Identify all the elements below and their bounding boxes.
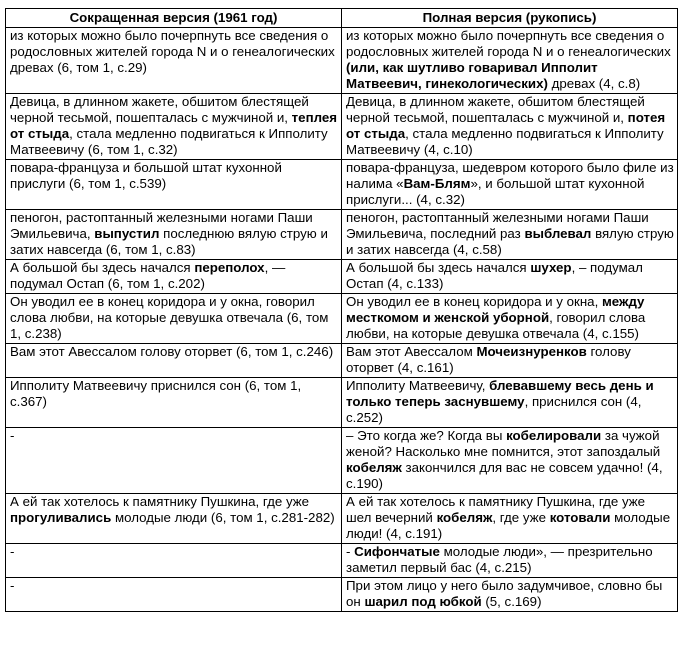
text-segment: А большой бы здесь начался bbox=[10, 260, 195, 275]
text-segment: Девица, в длинном жакете, обшитом блестящей черной тесьмой, пошепталась с мужчиной и, bbox=[346, 94, 645, 125]
text-segment: молодые люди (6, том 1, с.281-282) bbox=[111, 510, 335, 525]
highlighted-text: шарил под юбкой bbox=[364, 594, 482, 609]
text-segment: молодые люди! (4, с.191) bbox=[346, 510, 671, 541]
cell-short-version bbox=[6, 378, 342, 428]
table-row bbox=[6, 578, 678, 612]
text-segment: повара-француза, шедевром которого было филе из налима « bbox=[346, 160, 674, 191]
table-row bbox=[6, 260, 678, 294]
text-segment: , – подумал Остап (4, с.133) bbox=[346, 260, 643, 291]
highlighted-text: потея от стыда bbox=[346, 110, 666, 141]
text-segment: А большой бы здесь начался bbox=[346, 260, 531, 275]
cell-full-version bbox=[342, 378, 678, 428]
text-segment: древах (4, с.8) bbox=[547, 76, 641, 91]
cell-full-version bbox=[342, 428, 678, 494]
highlighted-text: Мочеизнуренков bbox=[476, 344, 587, 359]
cell-short-version bbox=[6, 160, 342, 210]
text-segment: - bbox=[10, 544, 15, 559]
text-segment: из которых можно было почерпнуть все сведения о родословных жителей города N и о генеалогических bbox=[346, 28, 671, 59]
text-segment: – Это когда же? Когда вы bbox=[346, 428, 507, 443]
text-segment: пеногон, растоптанный железными ногами Паши Эмильевича, bbox=[10, 210, 313, 241]
table-row bbox=[6, 28, 678, 94]
text-segment: Вам этот Авессалом bbox=[346, 344, 477, 359]
table-row bbox=[6, 160, 678, 210]
highlighted-text: (или, как шутливо говаривал Ипполит Матвеевич, гинекологических) bbox=[346, 60, 598, 91]
table-row bbox=[6, 210, 678, 260]
text-segment: , говорил слова любви, на которые девушка отвечала (4, с.155) bbox=[346, 310, 646, 341]
text-segment: , стала медленно подвигаться к Ипполиту Матвеевичу (4, с.10) bbox=[346, 126, 664, 157]
text-segment: - bbox=[10, 428, 15, 443]
table-row bbox=[6, 378, 678, 428]
highlighted-text: Вам-Блям bbox=[403, 176, 471, 191]
cell-full-version bbox=[342, 28, 678, 94]
cell-full-version bbox=[342, 94, 678, 160]
table-row bbox=[6, 494, 678, 544]
text-segment: Ипполиту Матвеевичу, bbox=[346, 378, 490, 393]
cell-short-version bbox=[6, 94, 342, 160]
text-segment: Ипполиту Матвеевичу приснился сон (6, том 1, с.367) bbox=[10, 378, 302, 409]
cell-short-version bbox=[6, 28, 342, 94]
table-row bbox=[6, 94, 678, 160]
cell-short-version bbox=[6, 494, 342, 544]
cell-full-version bbox=[342, 260, 678, 294]
text-segment: последнюю вялую струю и затих навсегда (6, том 1, с.83) bbox=[10, 226, 328, 257]
highlighted-text: выпустил bbox=[94, 226, 160, 241]
text-segment: При этом лицо у него было задумчивое, словно бы он bbox=[346, 578, 663, 609]
table-row bbox=[6, 344, 678, 378]
cell-full-version bbox=[342, 578, 678, 612]
highlighted-text: переполох bbox=[194, 260, 265, 275]
highlighted-text: между месткомом и женской уборной bbox=[346, 294, 645, 325]
text-segment: , где уже bbox=[492, 510, 550, 525]
highlighted-text: Сифончатые bbox=[354, 544, 440, 559]
text-segment: Он уводил ее в конец коридора и у окна, говорил слова любви, на которые девушка отвечала (6, том 1, с.238) bbox=[10, 294, 329, 341]
text-segment: - bbox=[346, 544, 355, 559]
text-segment: из которых можно было почерпнуть все сведения о родословных жителей города N и о генеалогических древах (6, том 1, с.29) bbox=[10, 28, 335, 75]
highlighted-text: прогуливались bbox=[10, 510, 112, 525]
cell-full-version bbox=[342, 294, 678, 344]
text-segment: (5, с.169) bbox=[481, 594, 542, 609]
text-segment: », и большой штат кухонной прислуги... (4, с.32) bbox=[346, 176, 645, 207]
table-row bbox=[6, 544, 678, 578]
text-segment: Он уводил ее в конец коридора и у окна, bbox=[346, 294, 602, 309]
text-segment: , приснился сон (4, с.252) bbox=[346, 394, 642, 425]
text-segment: голову оторвет (4, с.161) bbox=[346, 344, 631, 375]
cell-short-version bbox=[6, 294, 342, 344]
text-segment: А ей так хотелось к памятнику Пушкина, где уже bbox=[10, 494, 310, 509]
cell-short-version bbox=[6, 428, 342, 494]
cell-short-version bbox=[6, 260, 342, 294]
text-segment: закончился для вас не совсем удачно! (4, с.190) bbox=[346, 460, 663, 491]
highlighted-text: выблевал bbox=[524, 226, 592, 241]
cell-short-version bbox=[6, 578, 342, 612]
highlighted-text: котовали bbox=[549, 510, 611, 525]
cell-short-version bbox=[6, 210, 342, 260]
text-segment: вялую струю и затих навсегда (4, с.58) bbox=[346, 226, 674, 257]
header-row bbox=[6, 9, 678, 28]
text-segment: пеногон, растоптанный железными ногами Паши Эмильевича, последний раз bbox=[346, 210, 649, 241]
cell-full-version bbox=[342, 344, 678, 378]
text-segment: , — подумал Остап (6, том 1, с.202) bbox=[10, 260, 286, 291]
cell-full-version bbox=[342, 544, 678, 578]
highlighted-text: кобеляж bbox=[346, 460, 402, 475]
text-segment: - bbox=[10, 578, 15, 593]
highlighted-text: кобелировали bbox=[506, 428, 602, 443]
cell-short-version bbox=[6, 544, 342, 578]
text-segment: А ей так хотелось к памятнику Пушкина, где уже шел вечерний bbox=[346, 494, 646, 525]
cell-full-version bbox=[342, 494, 678, 544]
comparison-table bbox=[5, 8, 678, 612]
highlighted-text: шухер bbox=[530, 260, 572, 275]
highlighted-text: блевавшему весь день и только теперь заснувшему bbox=[346, 378, 654, 409]
table-row bbox=[6, 428, 678, 494]
header-full-version: Полная версия (рукопись) bbox=[342, 9, 678, 28]
cell-full-version bbox=[342, 160, 678, 210]
highlighted-text: теплея от стыда bbox=[10, 110, 338, 141]
text-segment: , стала медленно подвигаться к Ипполиту Матвеевичу (6, том 1, с.32) bbox=[10, 126, 328, 157]
text-segment: Вам этот Авессалом голову оторвет (6, том 1, с.246) bbox=[10, 344, 334, 359]
table-row bbox=[6, 294, 678, 344]
text-segment: Девица, в длинном жакете, обшитом блестящей черной тесьмой, пошепталась с мужчиной и, bbox=[10, 94, 309, 125]
cell-full-version bbox=[342, 210, 678, 260]
text-segment: молодые люди», — презрительно заметил первый бас (4, с.215) bbox=[346, 544, 653, 575]
cell-short-version bbox=[6, 344, 342, 378]
highlighted-text: кобеляж bbox=[436, 510, 493, 525]
text-segment: повара-француза и большой штат кухонной прислуги (6, том 1, с.539) bbox=[10, 160, 282, 191]
table-body bbox=[6, 28, 678, 612]
text-segment: за чужой женой? Насколько мне помнится, этот запоздалый bbox=[346, 428, 661, 459]
header-short-version: Сокращенная версия (1961 год) bbox=[6, 9, 342, 28]
